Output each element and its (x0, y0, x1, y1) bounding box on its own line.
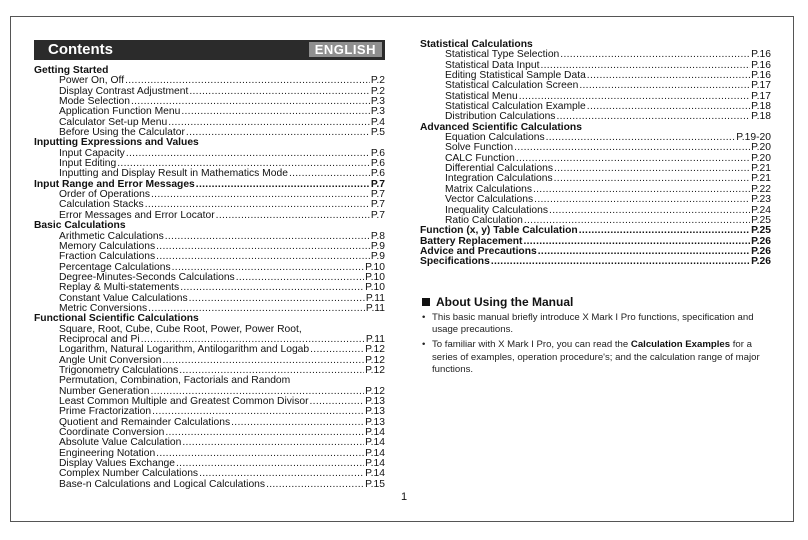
dot-leader (310, 345, 364, 355)
dot-leader (554, 174, 751, 184)
toc-entry-page: P.21 (751, 173, 771, 185)
toc-entry-page: P.11 (365, 302, 385, 314)
about-bullet-1-text: This basic manual briefly introduce X Mark I Pro functions, specification and usage precautions. (432, 312, 754, 336)
toc-entry-label: Specifications (420, 256, 490, 268)
toc-entry-label: Statistical Menu (445, 90, 518, 102)
toc-entry-label: Input Editing (59, 158, 117, 170)
toc-entry-label: Square, Root, Cube, Cube Root, Power, Power Root, (59, 323, 302, 335)
toc-entry-label: Order of Operations (59, 189, 150, 201)
toc-entry-page: P.3 (370, 106, 385, 118)
toc-entry-page: P.10 (365, 271, 385, 283)
toc-entry-page: P.8 (370, 230, 385, 242)
toc-entry-page: P.18 (751, 101, 771, 113)
toc-entry-label: Metric Conversions (59, 302, 148, 314)
toc-entry-page: P.23 (751, 194, 771, 206)
toc-entry-label: Vector Calculations (445, 194, 534, 206)
dot-leader (156, 252, 370, 262)
dot-leader (514, 143, 750, 153)
toc-entry-label: Integration Calculations (445, 173, 553, 185)
toc-entry-page: P.11 (365, 292, 385, 304)
toc-entry (34, 283, 385, 293)
toc-entry-label: Advanced Scientific Calculations (420, 121, 582, 133)
toc-entry-label: Advice and Precautions (420, 245, 537, 257)
toc-entry (420, 257, 771, 267)
page-number: 1 (401, 491, 408, 503)
toc-entry-page: P.12 (365, 385, 385, 397)
toc-entry-label: Input Capacity (59, 147, 125, 159)
toc-entry-page: P.10 (365, 282, 385, 294)
toc-entry (420, 195, 771, 205)
contents-banner (34, 40, 385, 60)
dot-leader (289, 169, 370, 179)
dot-leader (491, 257, 750, 267)
toc-entry-label: Constant Value Calculations (59, 292, 188, 304)
toc-entry-page: P.7 (370, 209, 385, 221)
toc-entry-label: Functional Scientific Calculations (34, 313, 199, 325)
square-bullet-icon (422, 298, 430, 306)
toc-entry-page: P.16 (751, 59, 771, 71)
toc-entry-label: Base-n Calculations and Logical Calculations (59, 478, 266, 490)
toc-entry-label: Memory Calculations (59, 240, 156, 252)
toc-entry-label: Quotient and Remainder Calculations (59, 416, 231, 428)
toc-entry-label: Calculator Set-up Menu (59, 116, 168, 128)
toc-entry-label: Coordinate Conversion (59, 427, 165, 439)
toc-entry-label: Statistical Type Selection (445, 49, 560, 61)
toc-entry-page: P.12 (365, 364, 385, 376)
toc-entry (34, 221, 385, 231)
dot-leader (579, 81, 750, 91)
toc-entry-label: Power On, Off (59, 75, 125, 87)
dot-leader (176, 459, 364, 469)
about-title: About Using the Manual (436, 295, 574, 309)
toc-entry-label: Least Common Multiple and Greatest Common Divisor (59, 396, 309, 407)
dot-leader (189, 87, 370, 97)
toc-entry-page: P.17 (751, 80, 771, 92)
toc-entry (420, 226, 771, 236)
toc-entry-page: P.7 (370, 189, 385, 201)
toc-entry-label: Input Range and Error Messages (34, 178, 195, 190)
toc-entry-label: Absolute Value Calculation (59, 437, 182, 449)
toc-entry-label: Complex Number Calculations (59, 468, 199, 480)
toc-entry-label: Equation Calculations (445, 132, 545, 144)
toc-entry-page: P.14 (365, 437, 385, 449)
toc-entry-label: Basic Calculations (34, 220, 126, 232)
dot-leader (216, 211, 370, 221)
toc-entry-page: P.2 (370, 85, 385, 97)
toc-entry-label: Inputting and Display Result in Mathematics Mode (59, 168, 288, 180)
dot-leader (546, 133, 736, 143)
toc-entry-label: Statistical Calculation Example (445, 101, 586, 113)
toc-entry-page: P.6 (370, 168, 385, 180)
dot-leader (162, 356, 364, 366)
calculation-examples-ref: Calculation Examples (630, 339, 731, 351)
toc-entry-label: Before Using the Calculator (59, 127, 185, 139)
toc-entry-label: Display Contrast Adjustment (59, 85, 189, 97)
dot-leader (523, 237, 750, 247)
toc-right-list (420, 40, 771, 268)
dot-leader (181, 107, 370, 117)
toc-entry-page: P.13 (365, 406, 385, 418)
toc-entry-page: P.17 (751, 90, 771, 102)
about-heading (422, 294, 772, 310)
toc-entry-label: Statistical Calculation Screen (445, 80, 579, 92)
dot-leader (165, 428, 364, 438)
toc-entry-label: Statistical Data Input (445, 59, 540, 71)
dot-leader (534, 195, 750, 205)
toc-entry-label: Trigonometry Calculations (59, 364, 179, 376)
toc-entry-page: P.25 (751, 225, 771, 237)
toc-entry-page: P.20 (751, 142, 771, 154)
toc-entry-page: P.14 (365, 427, 385, 439)
toc-entry (34, 252, 385, 262)
dot-leader (156, 242, 370, 252)
dot-leader (186, 128, 370, 138)
contents-title: Contents (48, 41, 113, 58)
bullet-dot-icon: • (422, 312, 426, 323)
dot-leader (579, 226, 750, 236)
dot-leader (231, 418, 364, 428)
dot-leader (126, 149, 370, 159)
toc-entry-label: Solve Function (445, 142, 514, 154)
toc-entry-label: Function (x, y) Table Calculation (420, 225, 578, 237)
toc-entry-page: P.7 (370, 178, 385, 190)
toc-entry-page: P.18 (751, 111, 771, 123)
toc-entry-page: P.5 (370, 127, 385, 139)
toc-entry-page: P.2 (370, 75, 385, 87)
toc-entry-page: P.26 (751, 235, 771, 247)
language-badge: ENGLISH (309, 42, 382, 57)
toc-entry-label: Arithmetic Calculations (59, 230, 164, 242)
dot-leader (556, 112, 750, 122)
toc-entry-page: P.7 (370, 199, 385, 211)
dot-leader (168, 118, 370, 128)
toc-entry-page: P.15 (365, 478, 385, 490)
toc-entry-page: P.6 (370, 147, 385, 159)
toc-entry-label: Logarithm, Natural Logarithm, Antilogarithm and Logab (59, 344, 310, 356)
toc-entry-page: P.9 (370, 240, 385, 252)
toc-entry-label: CALC Function (445, 152, 515, 164)
toc-entry-label: Permutation, Combination, Factorials and Random (59, 375, 291, 387)
about-bullet-1 (422, 312, 772, 336)
dot-leader (560, 50, 750, 60)
about-bullet-2-post: for a series of examples, operation procedure's; and the calculation range of major functions. (432, 339, 760, 375)
toc-entry-label: Statistical Calculations (420, 39, 533, 50)
toc-entry-label: Display Values Exchange (59, 458, 176, 470)
toc-entry-label: Number Generation (59, 385, 150, 397)
toc-entry-label: Fraction Calculations (59, 251, 156, 263)
toc-entry-page: P.9 (370, 251, 385, 263)
toc-entry-label: Distribution Calculations (445, 111, 556, 123)
dot-leader (182, 438, 364, 448)
toc-entry-label: Error Messages and Error Locator (59, 209, 215, 221)
toc-entry-page: P.6 (370, 158, 385, 170)
toc-entry-page: P.11 (365, 333, 385, 345)
toc-entry-page: P.12 (365, 344, 385, 356)
toc-entry-page: P.14 (365, 458, 385, 470)
toc-entry-page: P.13 (365, 416, 385, 428)
toc-entry (34, 480, 385, 490)
dot-leader (165, 232, 370, 242)
dot-leader (189, 294, 365, 304)
about-bullet-2-pre: To familiar with X Mark I Pro, you can read the (432, 339, 631, 351)
toc-entry-label: Angle Unit Conversion (59, 354, 162, 366)
toc-entry-label: Differential Calculations (445, 163, 553, 175)
dot-leader (156, 449, 364, 459)
toc-entry-page: P.19-20 (736, 132, 771, 144)
dot-leader (587, 71, 750, 81)
toc-entry-label: Engineering Notation (59, 447, 156, 459)
toc-entry-page: P.16 (751, 70, 771, 82)
dot-leader (151, 190, 370, 200)
toc-left-list (34, 66, 385, 490)
dot-leader (236, 273, 364, 283)
dot-leader (196, 180, 370, 190)
toc-entry-label: Inputting Expressions and Values (34, 137, 199, 149)
toc-entry-page: P.20 (751, 152, 771, 164)
dot-leader (554, 164, 750, 174)
toc-entry-label: Percentage Calculations (59, 261, 171, 273)
toc-entry-label: Battery Replacement (420, 235, 523, 247)
toc-entry-page: P.25 (751, 214, 771, 226)
about-section (422, 294, 772, 376)
dot-leader (538, 247, 750, 257)
dot-leader (549, 206, 750, 216)
dot-leader (310, 397, 365, 407)
toc-entry-label: Inequality Calculations (445, 204, 549, 216)
toc-entry-page: P.12 (365, 354, 385, 366)
toc-entry-label: Reciprocal and Pi (59, 333, 140, 345)
dot-leader (180, 283, 364, 293)
toc-entry-page: P.26 (751, 245, 771, 257)
toc-entry-page: P.24 (751, 204, 771, 216)
toc-entry-label: Calculation Stacks (59, 199, 144, 211)
dot-leader (587, 102, 750, 112)
toc-entry-page: P.14 (365, 468, 385, 480)
toc-entry-page: P.10 (365, 261, 385, 273)
dot-leader (266, 480, 364, 490)
dot-leader (533, 185, 750, 195)
toc-entry-label: Editing Statistical Sample Data (445, 70, 586, 82)
toc-entry-page: P.21 (751, 163, 771, 175)
bullet-dot-icon: • (422, 339, 426, 351)
toc-entry-label: Prime Fractorization (59, 406, 152, 418)
toc-entry-page: P.26 (751, 256, 771, 268)
toc-entry-page: P.3 (370, 96, 385, 108)
toc-entry-label: Matrix Calculations (445, 183, 532, 195)
toc-entry-label: Application Function Menu (59, 106, 181, 118)
toc-entry-page: P.16 (751, 49, 771, 61)
toc-entry-page: P.4 (370, 116, 385, 128)
about-bullet-2 (422, 339, 772, 376)
toc-entry-label: Mode Selection (59, 96, 130, 108)
toc-entry-label: Degree-Minutes-Seconds Calculations (59, 271, 235, 283)
toc-entry-label: Getting Started (34, 65, 109, 76)
toc-entry-page: P.14 (365, 447, 385, 459)
toc-entry-label: Replay & Multi-statements (59, 282, 180, 294)
toc-entry-page: P.22 (751, 183, 771, 195)
toc-entry-page: P.13 (365, 396, 385, 407)
toc-entry-label: Ratio Calculation (445, 214, 523, 226)
